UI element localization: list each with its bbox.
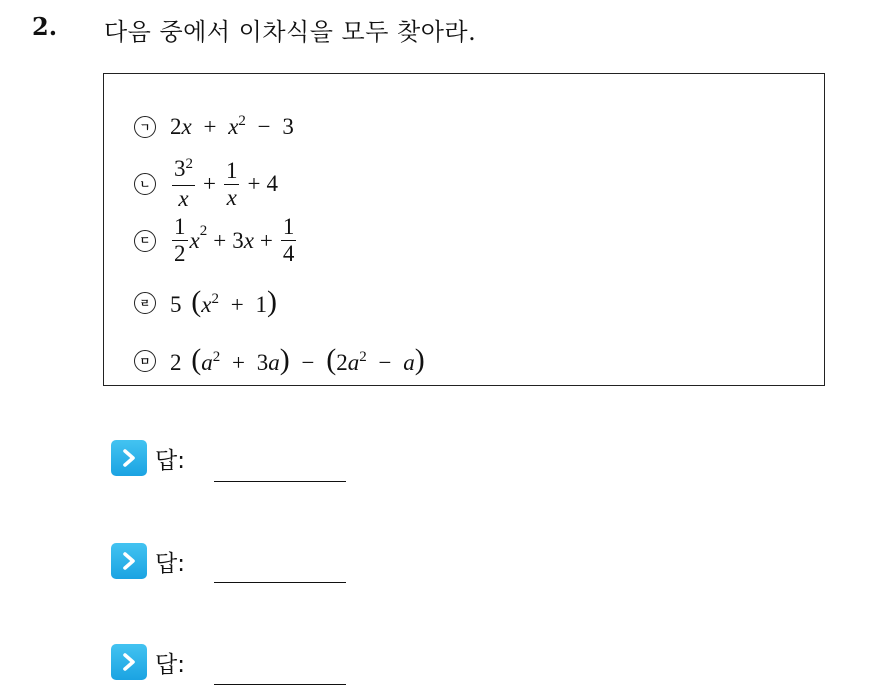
answer-blank-2[interactable] — [214, 582, 346, 583]
option-e-marker: ㅁ — [134, 350, 156, 372]
option-a-marker: ㄱ — [134, 116, 156, 138]
option-d-marker: ㄹ — [134, 292, 156, 314]
option-b-marker: ㄴ — [134, 173, 156, 195]
option-a-expression: $2x + x^2 - 3$ — [170, 113, 294, 139]
answer-label: 답: — [155, 550, 185, 577]
answer-blank-3[interactable] — [214, 684, 346, 685]
option-d — [134, 286, 277, 320]
answer-row-2 — [111, 543, 185, 579]
chevron-right-icon — [111, 440, 147, 476]
option-c-marker: ㄷ — [134, 230, 156, 252]
fraction-3-over-x: $\frac{3^2}{x}$ — [174, 156, 193, 211]
option-c-expression: $\frac{1}{2}$ x $^2$ + 3 x + $\frac{1}{4}$ — [174, 214, 295, 266]
answer-row-1 — [111, 440, 185, 476]
answer-label: 답: — [155, 447, 185, 474]
fraction-1-over-x: $\frac{1}{x}$ — [225, 157, 238, 210]
chevron-right-icon — [111, 543, 147, 579]
option-c — [134, 214, 298, 267]
question-text: 다음 중에서 이차식을 모두 찾아라. — [104, 18, 477, 46]
question-number: 2. — [32, 12, 58, 41]
option-b — [134, 156, 278, 212]
fraction-1-over-4: $\frac{1}{4}$ — [282, 214, 295, 266]
answer-blank-1[interactable] — [214, 481, 346, 482]
fraction-1-over-2: $\frac{1}{2}$ — [174, 214, 186, 266]
option-b-expression: $\frac{3^2}{x}$ + $\frac{1}{x}$ + 4 — [174, 156, 278, 211]
answer-label: 답: — [155, 651, 185, 678]
chevron-right-icon — [111, 644, 147, 680]
answer-row-3 — [111, 644, 185, 680]
option-a — [134, 114, 294, 140]
option-e — [134, 344, 425, 378]
option-d-expression: 5 $(x^2 + 1)$ — [170, 285, 277, 318]
option-e-expression: 2 $(a^2 + 3a) - (2a^2 - a)$ — [170, 343, 425, 376]
options-box — [103, 73, 825, 386]
